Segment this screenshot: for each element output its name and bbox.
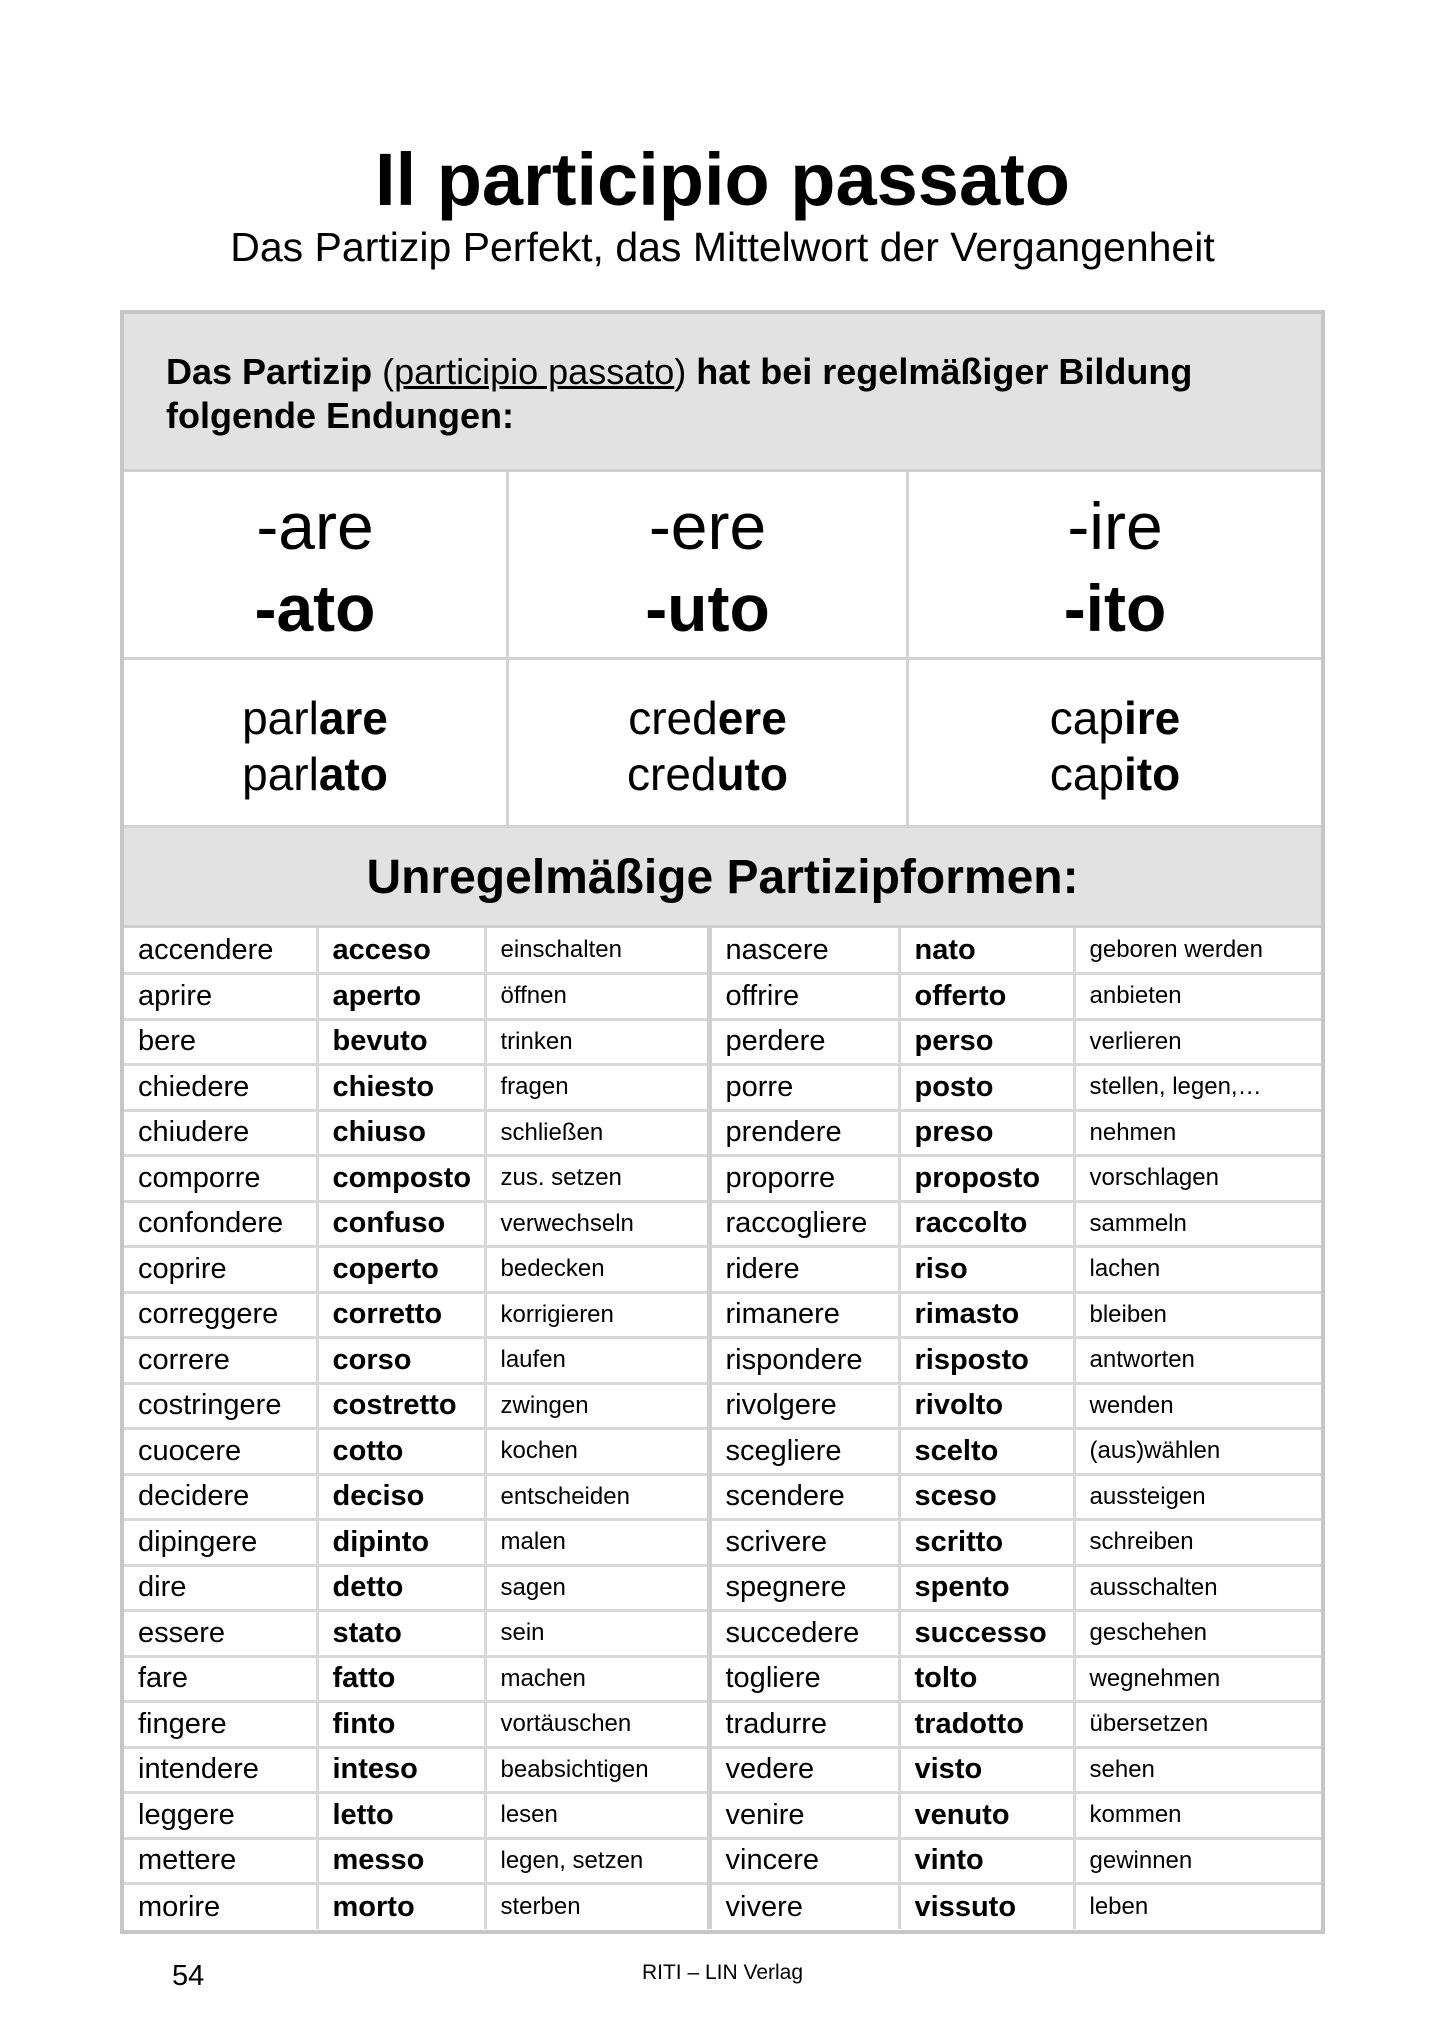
- participle-cell: inteso: [317, 1747, 485, 1793]
- translation-cell: entscheiden: [485, 1474, 709, 1520]
- table-row: [124, 1747, 1321, 1793]
- infinitive-cell: scendere: [709, 1474, 899, 1520]
- participle-cell: composto: [317, 1156, 485, 1202]
- translation-cell: machen: [485, 1656, 709, 1702]
- example-infinitive: parlare: [242, 692, 388, 744]
- example-credere: [509, 660, 909, 828]
- translation-cell: beabsichtigen: [485, 1747, 709, 1793]
- infinitive-cell: bere: [124, 1019, 317, 1065]
- participle-cell: scritto: [899, 1520, 1074, 1566]
- translation-cell: einschalten: [485, 928, 709, 974]
- infinitive-cell: vincere: [709, 1838, 899, 1884]
- participle-cell: sceso: [899, 1474, 1074, 1520]
- participle-cell: visto: [899, 1747, 1074, 1793]
- translation-cell: bleiben: [1074, 1292, 1321, 1338]
- infinitive-cell: rivolgere: [709, 1383, 899, 1429]
- participle-cell: offerto: [899, 974, 1074, 1020]
- participle-cell: tolto: [899, 1656, 1074, 1702]
- infinitive-cell: raccogliere: [709, 1201, 899, 1247]
- translation-cell: öffnen: [485, 974, 709, 1020]
- intro-part2: hat bei regelmäßiger Bildung folgende Endungen:: [166, 351, 1193, 436]
- participle-cell: confuso: [317, 1201, 485, 1247]
- translation-cell: zus. setzen: [485, 1156, 709, 1202]
- example-participle: creduto: [627, 748, 788, 800]
- infinitive-cell: leggere: [124, 1793, 317, 1839]
- participle-cell: bevuto: [317, 1019, 485, 1065]
- infinitive-cell: confondere: [124, 1201, 317, 1247]
- translation-cell: vorschlagen: [1074, 1156, 1321, 1202]
- participle-cell: messo: [317, 1838, 485, 1884]
- infinitive-cell: intendere: [124, 1747, 317, 1793]
- infinitive-cell: proporre: [709, 1156, 899, 1202]
- intro-underlined: participio passato: [394, 351, 675, 392]
- infinitive-cell: rimanere: [709, 1292, 899, 1338]
- infinitive-cell: offrire: [709, 974, 899, 1020]
- table-row: [124, 1338, 1321, 1384]
- translation-cell: ausschalten: [1074, 1565, 1321, 1611]
- infinitive-cell: correggere: [124, 1292, 317, 1338]
- infinitive-cell: scegliere: [709, 1429, 899, 1475]
- table-row: [124, 1656, 1321, 1702]
- participle-cell: rivolto: [899, 1383, 1074, 1429]
- translation-cell: korrigieren: [485, 1292, 709, 1338]
- participle-cell: chiesto: [317, 1065, 485, 1111]
- translation-cell: geschehen: [1074, 1611, 1321, 1657]
- ending-participle: -ato: [254, 571, 376, 645]
- participle-cell: venuto: [899, 1793, 1074, 1839]
- participle-cell: successo: [899, 1611, 1074, 1657]
- translation-cell: schließen: [485, 1110, 709, 1156]
- participle-cell: dipinto: [317, 1520, 485, 1566]
- participle-cell: tradotto: [899, 1702, 1074, 1748]
- infinitive-cell: ridere: [709, 1247, 899, 1293]
- participle-cell: coperto: [317, 1247, 485, 1293]
- intro-paren-open: (: [382, 351, 395, 392]
- example-parlare: [124, 660, 509, 828]
- infinitive-cell: venire: [709, 1793, 899, 1839]
- translation-cell: leben: [1089, 1893, 1149, 1920]
- participle-cell: riso: [899, 1247, 1074, 1293]
- participle-cell: finto: [317, 1702, 485, 1748]
- participle-cell: nato: [899, 928, 1074, 974]
- participle-cell: cotto: [317, 1429, 485, 1475]
- translation-cell: bedecken: [485, 1247, 709, 1293]
- infinitive-cell: fingere: [124, 1702, 317, 1748]
- translation-cell: laufen: [485, 1338, 709, 1384]
- translation-cell: kommen: [1074, 1793, 1321, 1839]
- intro-part1: Das Partizip: [166, 351, 383, 392]
- example-infinitive: credere: [628, 692, 787, 744]
- infinitive-cell: chiudere: [124, 1110, 317, 1156]
- publisher-credit: RITI – LIN Verlag: [641, 1961, 804, 1984]
- intro-paren-close: ): [674, 351, 687, 392]
- page-title: Il participio passato: [375, 138, 1070, 221]
- translation-cell: (aus)wählen: [1074, 1429, 1321, 1475]
- example-participle: parlato: [242, 748, 388, 800]
- infinitive-cell: coprire: [124, 1247, 317, 1293]
- participle-cell: costretto: [317, 1383, 485, 1429]
- translation-cell: sterben: [485, 1884, 709, 1930]
- ending-are: [124, 472, 509, 660]
- infinitive-cell: correre: [124, 1338, 317, 1384]
- participle-cell: perso: [899, 1019, 1074, 1065]
- participle-cell: deciso: [317, 1474, 485, 1520]
- translation-cell: vortäuschen: [485, 1702, 709, 1748]
- table-row: [124, 1247, 1321, 1293]
- translation-cell: sagen: [485, 1565, 709, 1611]
- infinitive-cell: essere: [124, 1611, 317, 1657]
- infinitive-cell: dire: [124, 1565, 317, 1611]
- translation-cell: nehmen: [1074, 1110, 1321, 1156]
- translation-cell: malen: [485, 1520, 709, 1566]
- table-row: [124, 1019, 1321, 1065]
- example-capire: [909, 660, 1321, 828]
- translation-cell: anbieten: [1074, 974, 1321, 1020]
- translation-cell: zwingen: [485, 1383, 709, 1429]
- participle-cell: vinto: [899, 1838, 1074, 1884]
- infinitive-cell: aprire: [124, 974, 317, 1020]
- infinitive-cell: chiedere: [124, 1065, 317, 1111]
- ending-participle: -ito: [1063, 571, 1167, 645]
- infinitive-cell: succedere: [709, 1611, 899, 1657]
- translation-cell: kochen: [485, 1429, 709, 1475]
- participle-cell: preso: [899, 1110, 1074, 1156]
- table-row: [124, 1110, 1321, 1156]
- translation-cell: sehen: [1074, 1747, 1321, 1793]
- infinitive-cell: prendere: [709, 1110, 899, 1156]
- participle-cell: vissuto: [899, 1884, 1074, 1930]
- table-row: [124, 1838, 1321, 1884]
- table-row: [124, 1065, 1321, 1111]
- translation-cell: gewinnen: [1074, 1838, 1321, 1884]
- participle-cell: rimasto: [899, 1292, 1074, 1338]
- infinitive-cell: togliere: [709, 1656, 899, 1702]
- infinitive-cell: accendere: [124, 928, 317, 974]
- ending-infinitive: -ere: [648, 489, 767, 563]
- intro-text: [124, 314, 1321, 472]
- table-row: [124, 1156, 1321, 1202]
- infinitive-cell: comporre: [124, 1156, 317, 1202]
- translation-cell: legen, setzen: [485, 1838, 709, 1884]
- translation-cell: lachen: [1074, 1247, 1321, 1293]
- participle-cell: chiuso: [317, 1110, 485, 1156]
- infinitive-cell: dipingere: [124, 1520, 317, 1566]
- infinitive-cell: costringere: [124, 1383, 317, 1429]
- translation-cell: trinken: [485, 1019, 709, 1065]
- participle-cell: spento: [899, 1565, 1074, 1611]
- ending-infinitive: -ire: [1067, 489, 1163, 563]
- translation-cell: stellen, legen,…: [1074, 1065, 1321, 1111]
- example-participle: capito: [1049, 748, 1181, 800]
- translation-cell: übersetzen: [1074, 1702, 1321, 1748]
- infinitive-cell: scrivere: [709, 1520, 899, 1566]
- infinitive-cell: vedere: [709, 1747, 899, 1793]
- infinitive-cell: vivere: [709, 1884, 899, 1930]
- translation-cell: sein: [485, 1611, 709, 1657]
- table-row: [124, 1884, 1321, 1930]
- ending-infinitive: -are: [256, 489, 374, 563]
- endings-grid: [124, 472, 1321, 828]
- participle-cell: stato: [317, 1611, 485, 1657]
- translation-cell: fragen: [485, 1065, 709, 1111]
- page-number: 54: [172, 1960, 205, 1992]
- translation-cell: lesen: [485, 1793, 709, 1839]
- participle-cell: corretto: [317, 1292, 485, 1338]
- table-row: [124, 1429, 1321, 1475]
- infinitive-cell: nascere: [709, 928, 899, 974]
- participle-cell: aperto: [317, 974, 485, 1020]
- infinitive-cell: perdere: [709, 1019, 899, 1065]
- table-row: [124, 1201, 1321, 1247]
- example-infinitive: capire: [1049, 692, 1181, 744]
- ending-ere: [509, 472, 909, 660]
- translation-cell: sammeln: [1074, 1201, 1321, 1247]
- participle-cell: fatto: [317, 1656, 485, 1702]
- infinitive-cell: decidere: [124, 1474, 317, 1520]
- table-row: [124, 928, 1321, 974]
- table-row: [124, 1793, 1321, 1839]
- page-subtitle: Das Partizip Perfekt, das Mittelwort der Vergangenheit: [230, 224, 1215, 270]
- participle-cell: letto: [317, 1793, 485, 1839]
- table-row: [124, 1565, 1321, 1611]
- infinitive-cell: spegnere: [709, 1565, 899, 1611]
- infinitive-cell: fare: [124, 1656, 317, 1702]
- participle-cell: raccolto: [899, 1201, 1074, 1247]
- translation-cell: wegnehmen: [1074, 1656, 1321, 1702]
- ending-participle: -uto: [645, 571, 770, 645]
- translation-cell: geboren werden: [1074, 928, 1321, 974]
- table-row: [124, 1702, 1321, 1748]
- participle-cell: risposto: [899, 1338, 1074, 1384]
- infinitive-cell: cuocere: [124, 1429, 317, 1475]
- infinitive-cell: morire: [124, 1884, 317, 1930]
- translation-cell: verlieren: [1074, 1019, 1321, 1065]
- participle-cell: scelto: [899, 1429, 1074, 1475]
- translation-cell: verwechseln: [485, 1201, 709, 1247]
- infinitive-cell: rispondere: [709, 1338, 899, 1384]
- table-row: [124, 974, 1321, 1020]
- participle-cell: proposto: [899, 1156, 1074, 1202]
- infinitive-cell: porre: [709, 1065, 899, 1111]
- infinitive-cell: tradurre: [709, 1702, 899, 1748]
- participle-cell: detto: [317, 1565, 485, 1611]
- table-row: [124, 1611, 1321, 1657]
- table-row: [124, 1383, 1321, 1429]
- table-row: [124, 1520, 1321, 1566]
- participle-cell: corso: [317, 1338, 485, 1384]
- translation-cell: schreiben: [1074, 1520, 1321, 1566]
- grammar-box: [120, 310, 1325, 1934]
- irregular-verbs-table: [124, 928, 1321, 1929]
- translation-cell: wenden: [1074, 1383, 1321, 1429]
- translation-cell: aussteigen: [1074, 1474, 1321, 1520]
- ending-ire: [909, 472, 1321, 660]
- infinitive-cell: mettere: [124, 1838, 317, 1884]
- participle-cell: posto: [899, 1065, 1074, 1111]
- table-row: [124, 1474, 1321, 1520]
- irregular-heading: Unregelmäßige Partizipformen:: [124, 828, 1321, 928]
- participle-cell: acceso: [317, 928, 485, 974]
- participle-cell: morto: [317, 1884, 485, 1930]
- table-row: [124, 1292, 1321, 1338]
- translation-cell: antworten: [1074, 1338, 1321, 1384]
